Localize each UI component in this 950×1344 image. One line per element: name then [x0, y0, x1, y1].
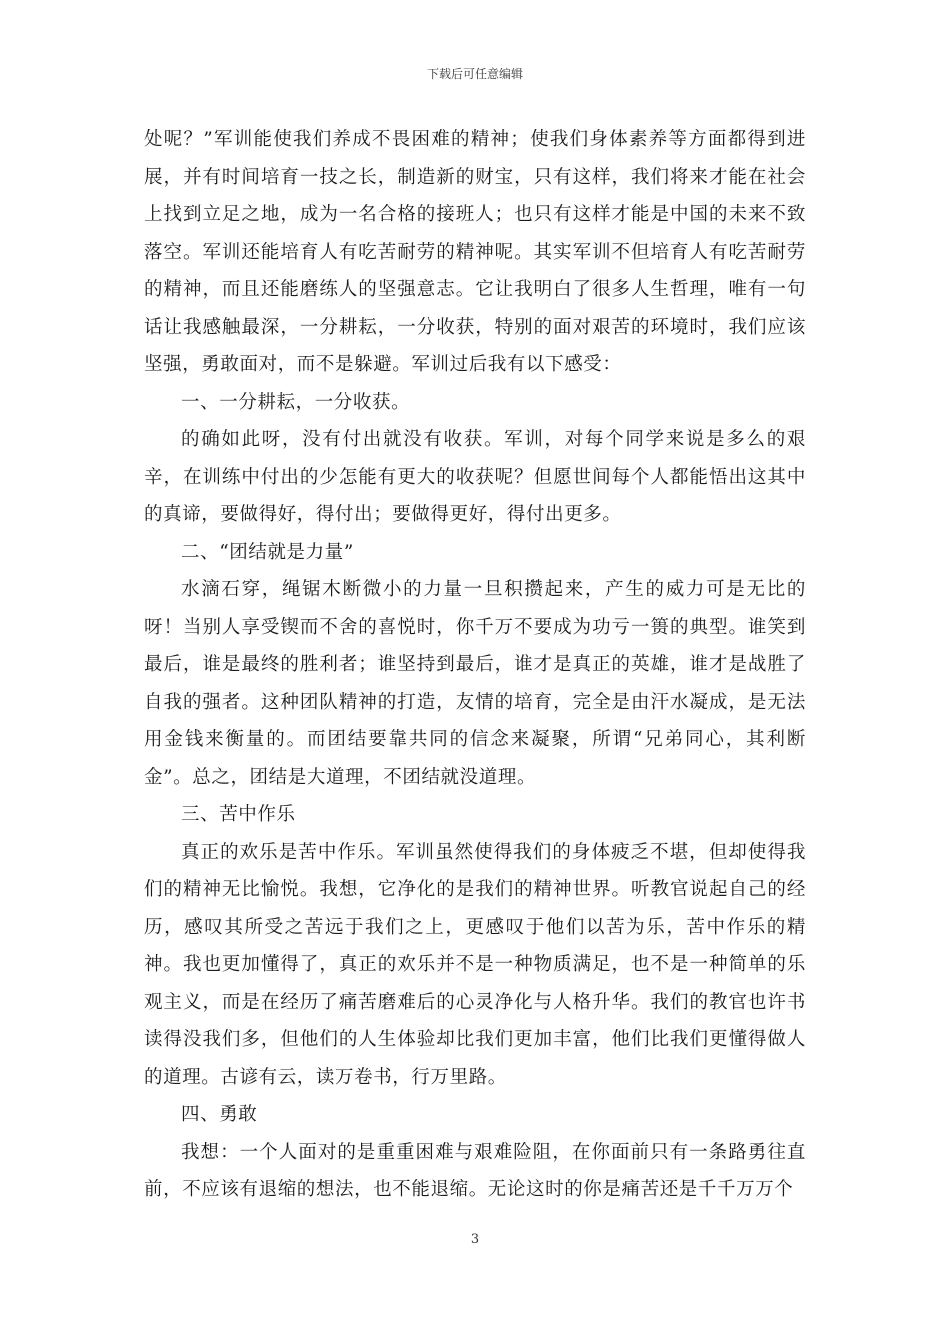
- section-heading-2: 二、“团结就是力量”: [181, 541, 354, 563]
- paragraph: 水滴石穿，绳锯木断微小的力量一旦积攒起来，产生的威力可是无比的呀！当别人享受锲而不舍的喜悦时，你千万不要成为功亏一篑的典型。谁笑到最后，谁是最终的胜利者；谁坚持到最后，谁才是真正的英雄，谁才是战胜了自我的强者。这种团队精神的打造，友情的培育，完全是由汗水凝成，是无法用金钱来衡量的。而团结要靠共同的信念来凝聚，所谓“兄弟同心，其利断金”。总之，团结是大道理，不团结就没道理。: [144, 579, 806, 788]
- section-heading-1: 一、一分耕耘，一分收获。: [181, 391, 411, 413]
- paragraph-continuation: 处呢？”军训能使我们养成不畏困难的精神；使我们身体素养等方面都得到进展，并有时间培育一技之长，制造新的财宝，只有这样，我们将来才能在社会上找到立足之地，成为一名合格的接班人；也只有这样才能是中国的未来不致落空。军训还能培育人有吃苦耐劳的精神呢。其实军训不但培育人有吃苦耐劳的精神，而且还能磨练人的坚强意志。它让我明白了很多人生哲理，唯有一句话让我感触最深，一分耕耘，一分收获，特别的面对艰苦的环境时，我们应该坚强，勇敢面对，而不是躲避。军训过后我有以下感受：: [144, 129, 806, 375]
- page-number: 3: [470, 1232, 480, 1247]
- section-heading-3: 三、苦中作乐: [181, 804, 296, 825]
- paragraph: 我想：一个人面对的是重重困难与艰难险阻，在你面前只有一条路勇往直前，不应该有退缩的想法，也不能退缩。无论这时的你是痛苦还是千千万万个: [144, 1141, 806, 1200]
- section-heading-4: 四、勇敢: [181, 1104, 258, 1125]
- paragraph: 真正的欢乐是苦中作乐。军训虽然使得我们的身体疲乏不堪，但却使得我们的精神无比愉悦。我想，它净化的是我们的精神世界。听教官说起自己的经历，感叹其所受之苦远于我们之上，更感叹于他们以苦为乐，苦中作乐的精神。我也更加懂得了，真正的欢乐并不是一种物质满足，也不是一种简单的乐观主义，而是在经历了痛苦磨难后的心灵净化与人格升华。我们的教官也许书读得没我们多，但他们的人生体验却比我们更加丰富，他们比我们更懂得做人的道理。古谚有云，读万卷书，行万里路。: [144, 841, 806, 1088]
- paragraph: 的确如此呀，没有付出就没有收获。军训，对每个同学来说是多么的艰辛，在训练中付出的少怎能有更大的收获呢？但愿世间每个人都能悟出这其中的真谛，要做得好，得付出；要做得更好，得付出更多。: [144, 429, 806, 525]
- page-header: 下载后可任意编辑: [426, 67, 523, 81]
- document-body: [144, 121, 806, 1209]
